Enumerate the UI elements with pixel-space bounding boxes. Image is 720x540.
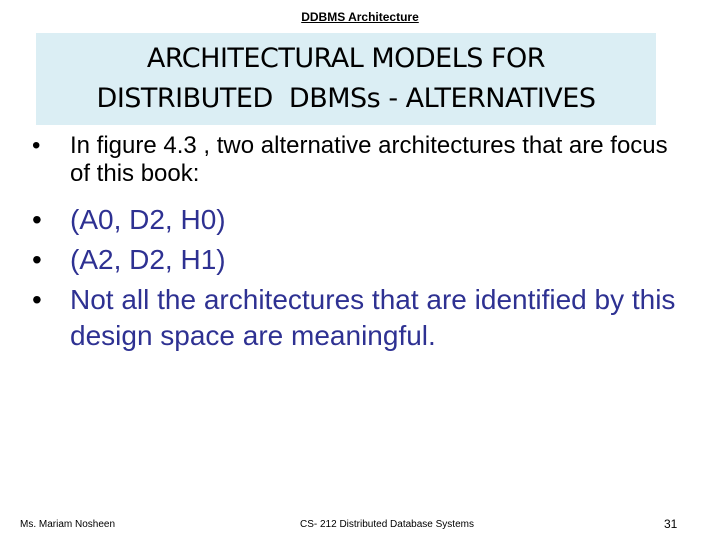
page-number: 31 [664,517,678,531]
bullet-item [32,282,692,354]
slide-title-line-2: DISTRIBUTED DBMSs - ALTERNATIVES [96,83,596,114]
bullet-text: (A0, D2, H0) [70,204,226,235]
bullet-marker: • [32,244,42,275]
slide-title-line-1: ARCHITECTURAL MODELS FOR [146,43,546,74]
bullet-marker: • [32,284,42,315]
section-header-label: DDBMS Architecture [301,10,419,24]
bullet-text: (A2, D2, H1) [70,244,226,275]
bullet-item [32,202,692,238]
bullet-text: Not all the architectures that are identified by this design space are meaningful. [70,284,676,351]
bullet-item [32,242,692,278]
bullet-marker: • [32,132,41,159]
footer-author: Ms. Mariam Nosheen [20,519,116,530]
bullet-marker: • [32,204,42,235]
footer-course: CS- 212 Distributed Database Systems [300,519,474,530]
bullet-list [32,132,692,358]
slide-title-banner [36,33,656,125]
bullet-text: In figure 4.3 , two alternative architectures that are focus of this book: [70,132,668,187]
bullet-item [32,132,692,188]
